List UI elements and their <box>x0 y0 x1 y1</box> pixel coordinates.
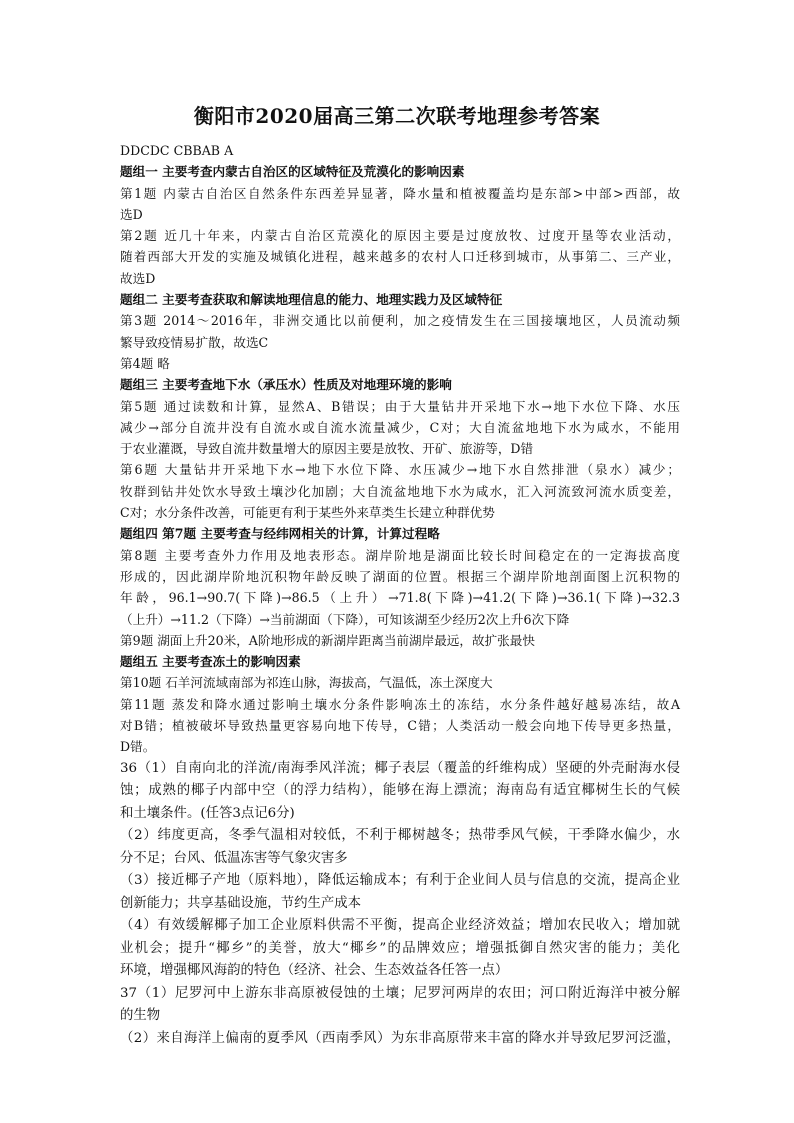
text-line: 减少→部分自流井没有自流水或自流水流量减少，C对；大自流盆地地下水为咸水，不能用 <box>120 419 680 435</box>
text-line: 第9题 湖面上升20米，A阶地形成的新湖岸距离当前湖岸最远，故扩张最快 <box>120 632 535 648</box>
text-line: 第2题 近几十年来，内蒙古自治区荒漠化的原因主要是过度放牧、过度开垦等农业活动， <box>120 228 680 244</box>
text-line: DDCDC CBBAB A <box>120 143 234 158</box>
text-line: 繁导致疫情易扩散，故选C <box>120 334 269 350</box>
text-line: 对B错；植被破坏导致热量更容易向地下传导，C错；人类活动一般会向地下传导更多热量， <box>120 718 680 734</box>
text-line: （2）纬度更高，冬季气温相对较低，不利于椰树越冬；热带季风气候，干季降水偏少，水 <box>120 828 680 844</box>
text-line: （4）有效缓解椰子加工企业原料供需不平衡，提高企业经济效益；增加农民收入；增加就 <box>120 918 680 934</box>
text-line: 牧群到钻井处饮水导致土壤沙化加剧；大自流盆地地下水为咸水，汇入河流致河流水质变差， <box>120 483 680 499</box>
text-line: 第8题 主要考查外力作用及地表形态。湖岸阶地是湖面比较长时间稳定在的一定海拔高度 <box>120 547 680 563</box>
text-line: 于农业灌溉，导致自流井数量增大的原因主要是放牧、开矿、旅游等，D错 <box>120 441 534 457</box>
answer-body <box>120 140 680 1050</box>
text-line: 第3题 2014～2016年，非洲交通比以前便利，加之疫情发生在三国接壤地区，人员流动频 <box>120 313 680 329</box>
section-heading: 题组四 第7题 主要考查与经纬网相关的计算，计算过程略 <box>120 526 440 542</box>
text-line: 年龄，96.1→90.7(下降)→86.5（上升）→71.8(下降)→41.2(下降)→36.1(下降)→32.3 <box>120 590 680 606</box>
section-heading: 题组一 主要考查内蒙古自治区的区域特征及荒漠化的影响因素 <box>120 164 465 180</box>
text-line: 环境，增强椰风海韵的特色（经济、社会、生态效益各任答一点） <box>120 963 509 979</box>
section-heading: 题组三 主要考查地下水（承压水）性质及对地理环境的影响 <box>120 377 452 393</box>
text-line: 和土壤条件。(任答3点记6分) <box>120 805 295 821</box>
text-line: 选D <box>120 206 143 222</box>
text-line: 蚀；成熟的椰子内部中空（的浮力结构），能够在海上漂流；海南岛有适宜椰树生长的气候 <box>120 783 680 799</box>
text-line: C对；水分条件改善，可能更有利于某些外来草类生长建立种群优势 <box>120 505 495 521</box>
text-line: （3）接近椰子产地（原料地），降低运输成本；有利于企业间人员与信息的交流，提高企业 <box>120 873 680 889</box>
text-line: 第5题 通过读数和计算，显然A、B错误；由于大量钻井开采地下水→地下水位下降、水压 <box>120 398 680 414</box>
text-line: 第6题 大量钻井开采地下水→地下水位下降、水压减少→地下水自然排泄（泉水）减少； <box>120 462 680 478</box>
text-line: 36（1）自南向北的洋流/南海季风洋流；椰子表层（覆盖的纤维构成）坚硬的外壳耐海水侵 <box>120 760 680 776</box>
text-line: 创新能力；共享基础设施，节约生产成本 <box>120 895 362 911</box>
text-line: 业机会；提升“椰乡”的美誉，放大“椰乡”的品牌效应；增强抵御自然灾害的能力；美化 <box>120 940 680 956</box>
text-line: 37（1）尼罗河中上游东非高原被侵蚀的土壤；尼罗河两岸的农田；河口附近海洋中被分解 <box>120 985 680 1001</box>
text-line: 第4题 略 <box>120 355 170 371</box>
text-line: 故选D <box>120 270 156 286</box>
text-line: （2）来自海洋上偏南的夏季风（西南季风）为东非高原带来丰富的降水并导致尼罗河泛滥， <box>120 1030 680 1046</box>
text-line: D错。 <box>120 739 156 755</box>
text-line: 的生物 <box>120 1008 161 1024</box>
text-line: 随着西部大开发的实施及城镇化进程，越来越多的农村人口迁移到城市，从事第二、三产业， <box>120 249 680 265</box>
text-line: 形成的，因此湖岸阶地沉积物年龄反映了湖面的位置。根据三个湖岸阶地剖面图上沉积物的 <box>120 568 680 584</box>
section-heading: 题组二 主要考查获取和解读地理信息的能力、地理实践力及区域特征 <box>120 292 503 308</box>
text-line: 分不足；台风、低温冻害等气象灾害多 <box>120 850 348 866</box>
text-line: 第10题 石羊河流域南部为祁连山脉，海拔高，气温低，冻土深度大 <box>120 675 493 691</box>
text-line: （上升）→11.2（下降）→当前湖面（下降），可知该湖至少经历2次上升6次下降 <box>120 611 570 627</box>
page-title: 衡阳市2020届高三第二次联考地理参考答案 <box>193 104 601 128</box>
text-line: 第11题 蒸发和降水通过影响土壤水分条件影响冻土的冻结，水分条件越好越易冻结，故A <box>120 696 680 712</box>
section-heading: 题组五 主要考查冻土的影响因素 <box>120 654 301 670</box>
text-line: 第1题 内蒙古自治区自然条件东西差异显著，降水量和植被覆盖均是东部>中部>西部，故 <box>120 185 680 201</box>
